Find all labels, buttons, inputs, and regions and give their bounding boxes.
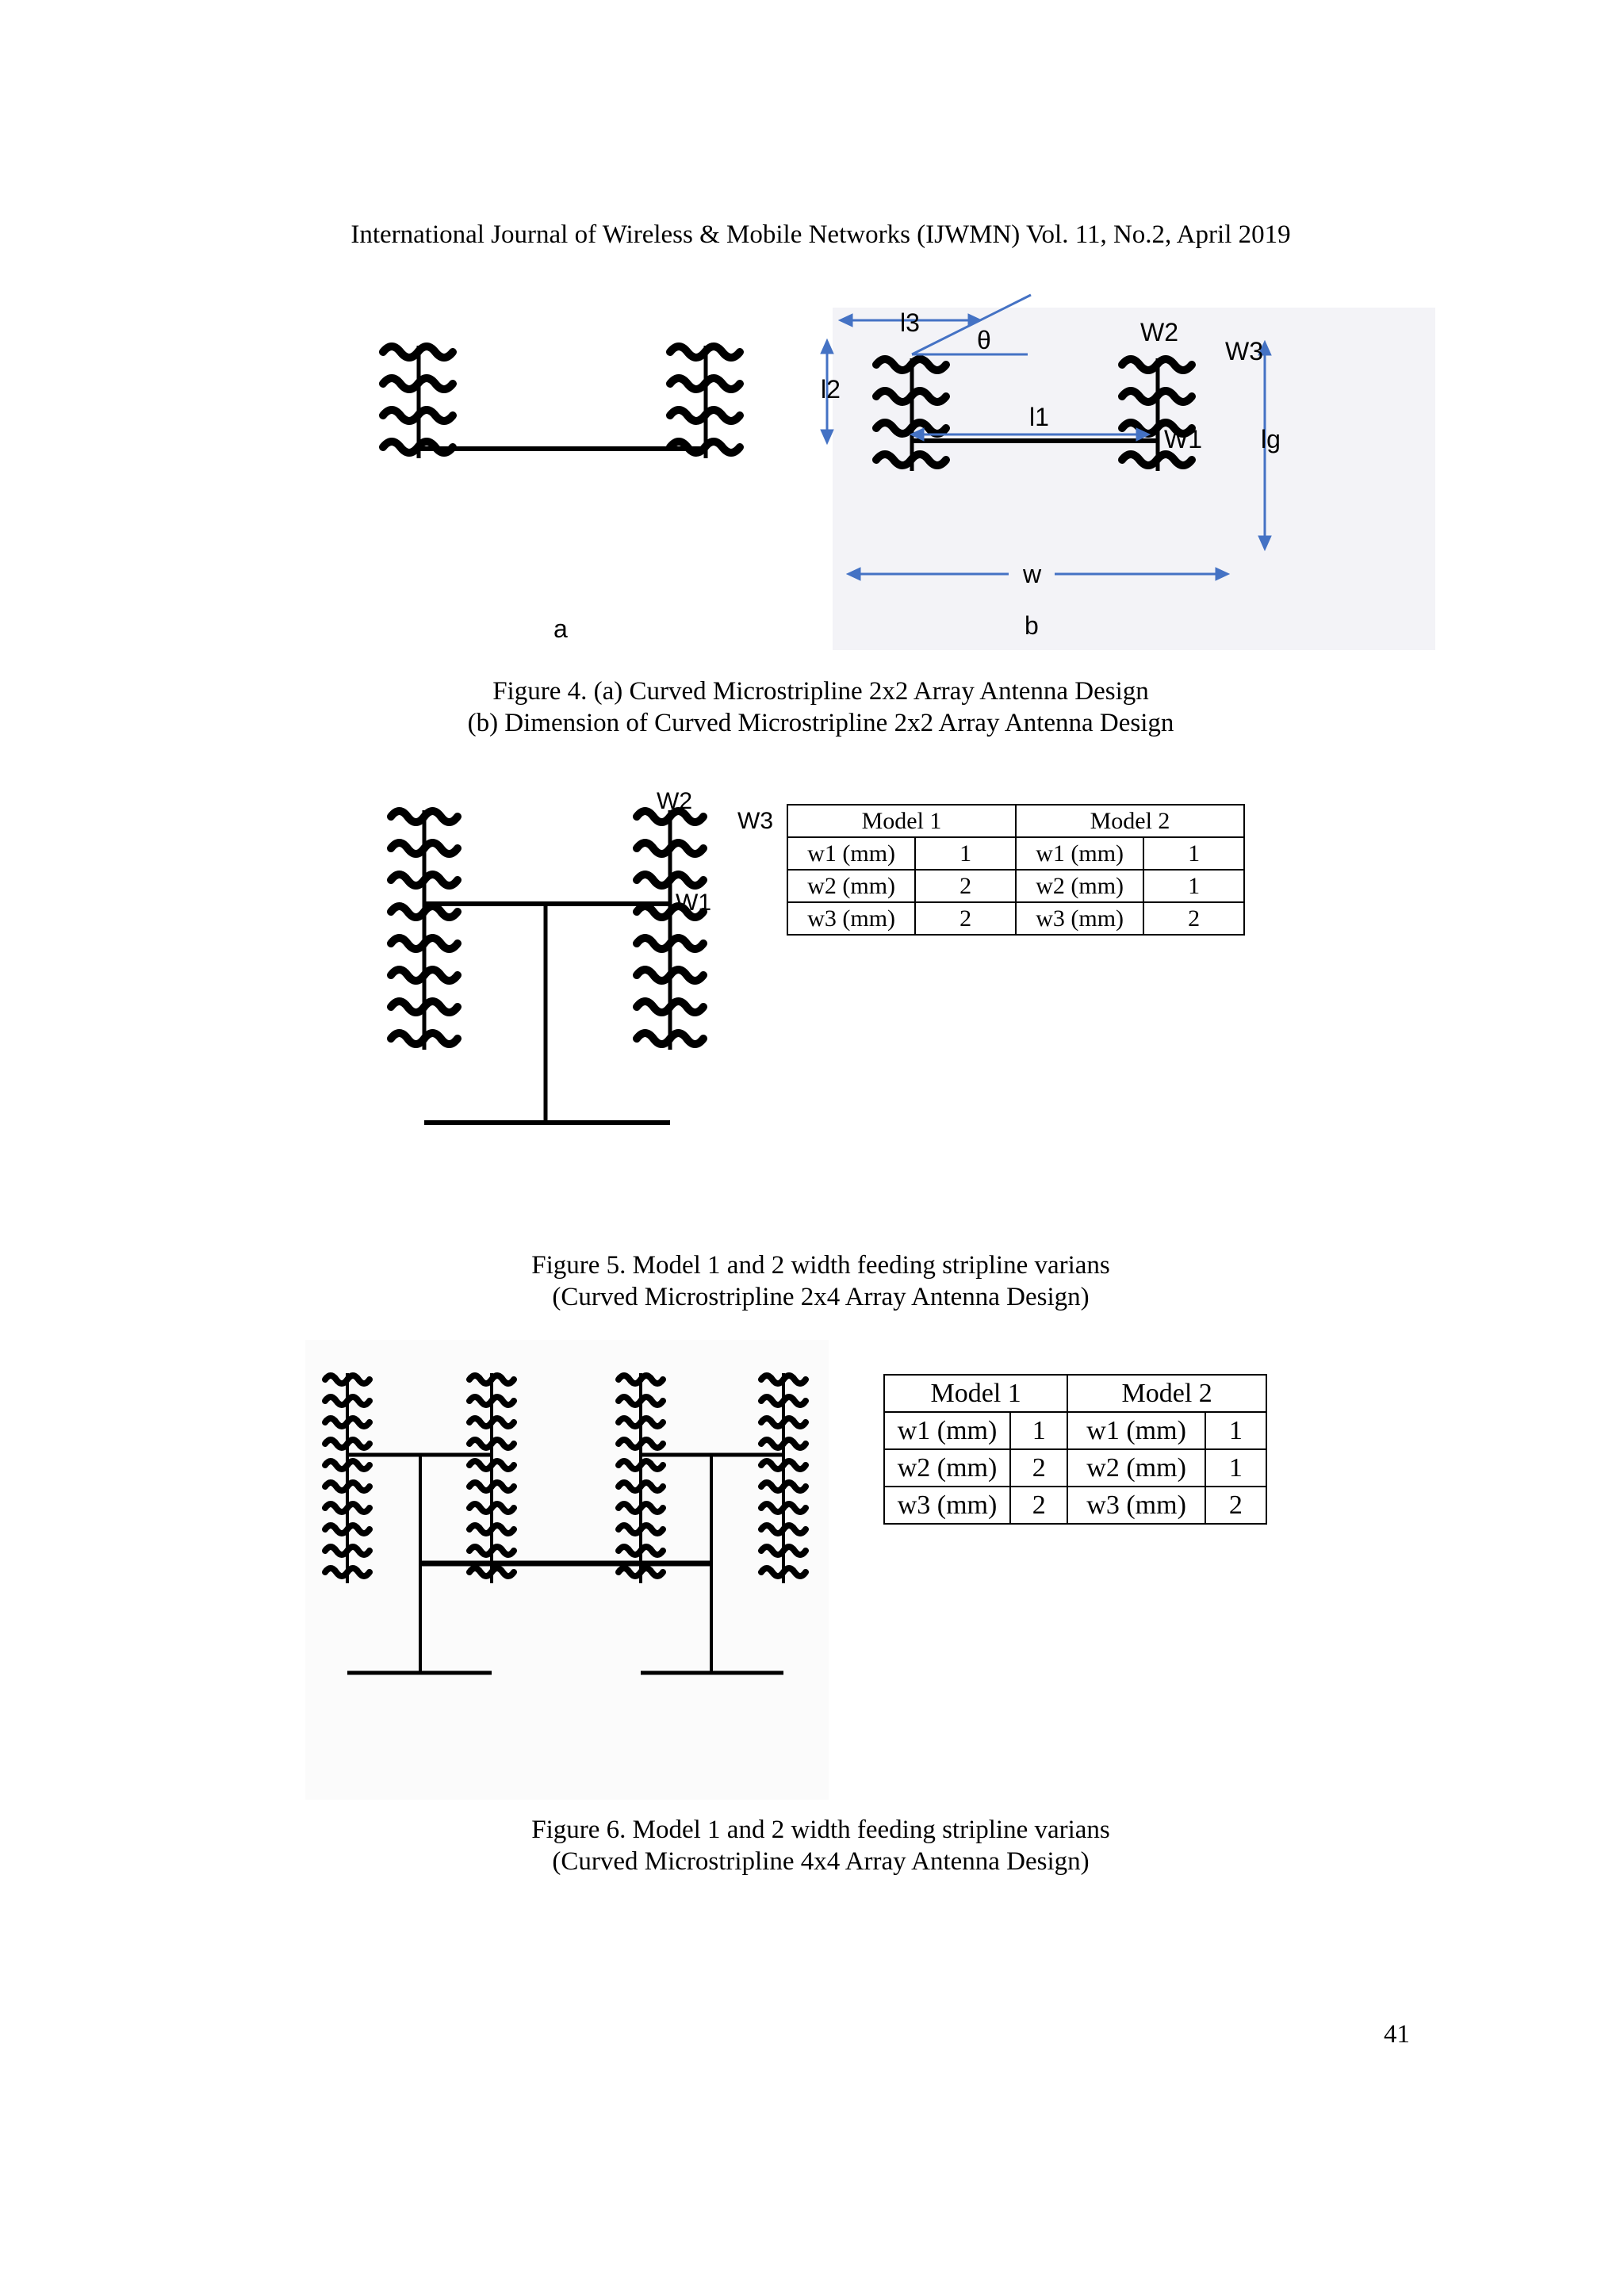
- label-w1: W1: [676, 890, 711, 916]
- panel-b-label: b: [1025, 611, 1039, 640]
- table-cell: 2: [1205, 1487, 1266, 1524]
- arrowhead-icon: [821, 430, 833, 444]
- curved-patch-element: [391, 843, 458, 854]
- panel-a-label: a: [553, 614, 568, 643]
- label-w1: W1: [1164, 425, 1202, 453]
- figure-5-array: [391, 810, 703, 1123]
- curved-patch-element: [637, 1033, 703, 1044]
- table-header-row: [787, 805, 1244, 837]
- figure-5-width-table: [787, 804, 1245, 936]
- table-cell: w2 (mm): [1067, 1449, 1205, 1487]
- table-cell: 1: [915, 837, 1016, 870]
- curved-patch-element: [383, 410, 453, 421]
- table-cell: 1: [1205, 1412, 1266, 1449]
- figure-5-caption-line-2: (Curved Microstripline 2x4 Array Antenna Design): [552, 1283, 1090, 1311]
- curved-patch-element: [391, 874, 458, 886]
- table-cell: w1 (mm): [1067, 1412, 1205, 1449]
- curved-patch-element: [637, 874, 703, 886]
- label-l3: l3: [900, 308, 920, 337]
- figure-5-caption-line-1: Figure 5. Model 1 and 2 width feeding stripline varians: [531, 1251, 1110, 1280]
- table-cell: w3 (mm): [1016, 902, 1143, 935]
- table-row: [787, 902, 1244, 935]
- table-cell: 2: [915, 870, 1016, 902]
- table-cell: w3 (mm): [787, 902, 915, 935]
- curved-patch-element: [391, 906, 458, 917]
- label-w3: W3: [737, 808, 773, 834]
- figure-4-caption-line-1: Figure 4. (a) Curved Microstripline 2x2 Array Antenna Design: [492, 677, 1149, 706]
- table-cell: 2: [915, 902, 1016, 935]
- table-cell: 1: [1205, 1449, 1266, 1487]
- table-cell: 1: [1143, 837, 1244, 870]
- figure-4-caption-line-2: (b) Dimension of Curved Microstripline 2x2 Array Antenna Design: [467, 709, 1174, 737]
- label-w2: W2: [657, 788, 692, 814]
- figure-6-caption-line-2: (Curved Microstripline 4x4 Array Antenna Design): [552, 1847, 1090, 1876]
- antenna-element-stack: [670, 346, 740, 458]
- curved-patch-element: [670, 378, 740, 389]
- arrowhead-icon: [821, 339, 833, 354]
- running-header: International Journal of Wireless & Mobile Networks (IJWMN) Vol. 11, No.2, April 2019: [350, 220, 1291, 249]
- curved-patch-element: [391, 1033, 458, 1044]
- table-row: [787, 837, 1244, 870]
- curved-patch-element: [670, 346, 740, 358]
- table-header: Model 2: [1067, 1375, 1266, 1412]
- curved-patch-element: [637, 970, 703, 981]
- curved-patch-element: [383, 346, 453, 358]
- table-cell: w2 (mm): [884, 1449, 1010, 1487]
- curved-patch-element: [391, 938, 458, 949]
- table-cell: 1: [1010, 1412, 1067, 1449]
- curved-patch-element: [391, 811, 458, 822]
- table-cell: w2 (mm): [787, 870, 915, 902]
- curved-patch-element: [383, 378, 453, 389]
- table-header-row: [884, 1375, 1266, 1412]
- label-w3: W3: [1225, 337, 1263, 365]
- curved-patch-element: [637, 1001, 703, 1012]
- table-cell: w1 (mm): [884, 1412, 1010, 1449]
- table-row: [884, 1487, 1266, 1524]
- label-l2: l2: [821, 375, 841, 404]
- table-cell: 1: [1143, 870, 1244, 902]
- antenna-element-stack: [637, 810, 703, 1050]
- curved-patch-element: [391, 970, 458, 981]
- table-row: [787, 870, 1244, 902]
- page-number: 41: [1384, 2020, 1410, 2049]
- table-cell: 2: [1143, 902, 1244, 935]
- curved-patch-element: [637, 843, 703, 854]
- table-cell: w3 (mm): [884, 1487, 1010, 1524]
- label-lg: lg: [1261, 425, 1281, 453]
- figure-5: [0, 777, 793, 1221]
- table-cell: 2: [1010, 1487, 1067, 1524]
- antenna-element-stack: [383, 346, 453, 458]
- table-cell: w1 (mm): [787, 837, 915, 870]
- panel-a-array: [383, 346, 740, 458]
- figure-6: [0, 1340, 872, 1800]
- table-cell: w2 (mm): [1016, 870, 1143, 902]
- table-cell: w3 (mm): [1067, 1487, 1205, 1524]
- label-w2: W2: [1140, 318, 1178, 346]
- figure-6-width-table: [883, 1374, 1267, 1525]
- table-header: Model 1: [884, 1375, 1067, 1412]
- table-cell: w1 (mm): [1016, 837, 1143, 870]
- table-row: [884, 1449, 1266, 1487]
- figure-6-caption-line-1: Figure 6. Model 1 and 2 width feeding stripline varians: [531, 1816, 1110, 1844]
- table-row: [884, 1412, 1266, 1449]
- table-header: Model 2: [1016, 805, 1244, 837]
- curved-patch-element: [391, 1001, 458, 1012]
- table-header: Model 1: [787, 805, 1016, 837]
- label-w: w: [1023, 560, 1042, 588]
- antenna-element-stack: [391, 810, 458, 1050]
- table-cell: 2: [1010, 1449, 1067, 1487]
- figure-4: [0, 0, 1624, 650]
- label-theta: θ: [977, 326, 991, 354]
- curved-patch-element: [637, 938, 703, 949]
- label-l1: l1: [1029, 403, 1049, 431]
- curved-patch-element: [670, 410, 740, 421]
